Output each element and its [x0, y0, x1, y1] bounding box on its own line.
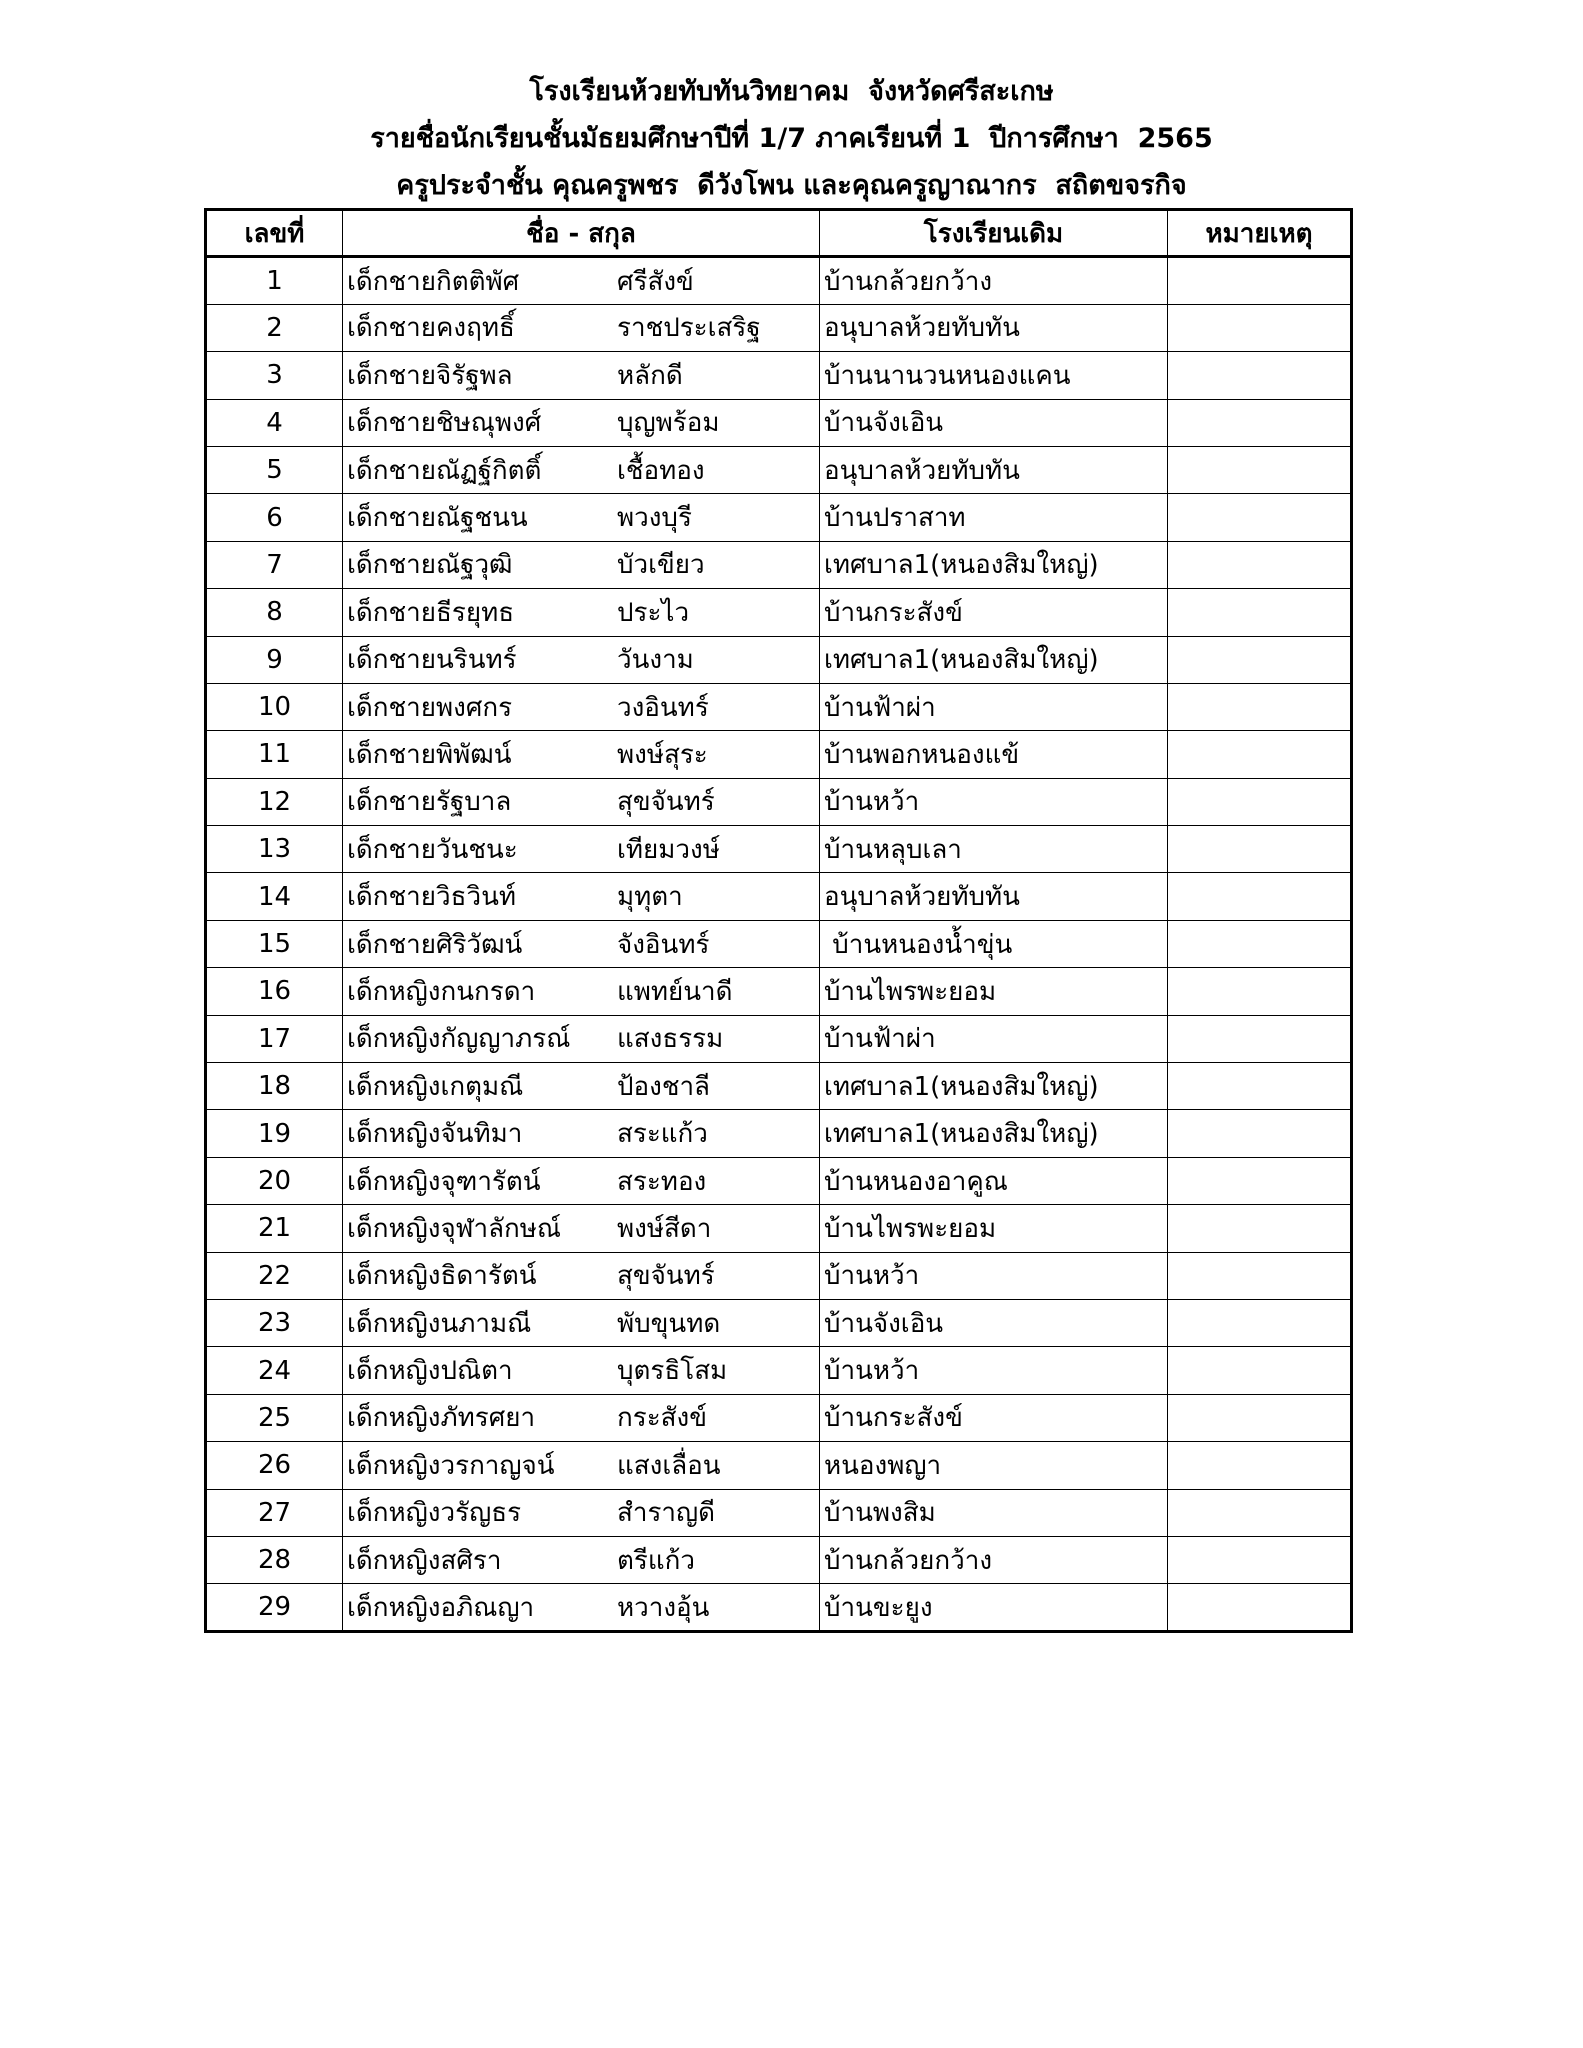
table-row — [206, 1584, 1352, 1631]
column-header-previous-school: โรงเรียนเดิม — [820, 210, 1168, 257]
student-name-cell — [343, 1015, 820, 1062]
student-number: 10 — [206, 683, 343, 730]
previous-school: อนุบาลห้วยทับทัน — [820, 873, 1168, 920]
table-row — [206, 1489, 1352, 1536]
student-last-name: วันงาม — [617, 645, 694, 676]
student-first-name: เด็กชายณัฐวุฒิ — [347, 550, 513, 581]
previous-school: บ้านฟ้าผ่า — [820, 683, 1168, 730]
student-first-name: เด็กชายธีรยุทธ — [347, 597, 515, 628]
remarks — [1168, 873, 1352, 920]
previous-school: บ้านหว้า — [820, 1252, 1168, 1299]
student-name-cell — [343, 1205, 820, 1252]
student-name-cell — [343, 778, 820, 825]
remarks — [1168, 352, 1352, 399]
student-last-name: บัวเขียว — [617, 550, 705, 581]
student-number: 3 — [206, 352, 343, 399]
student-last-name: หลักดี — [617, 360, 683, 391]
table-row — [206, 1252, 1352, 1299]
remarks — [1168, 1347, 1352, 1394]
student-name-cell — [343, 826, 820, 873]
student-last-name: ประไว — [617, 597, 690, 628]
school-title: โรงเรียนห้วยทับทันวิทยาคม จังหวัดศรีสะเกษ — [529, 76, 1054, 107]
previous-school: บ้านกระสังข์ — [820, 589, 1168, 636]
student-name-cell — [343, 1299, 820, 1346]
student-number: 6 — [206, 494, 343, 541]
student-name-cell — [343, 1347, 820, 1394]
student-first-name: เด็กหญิงธิดารัตน์ — [347, 1261, 537, 1292]
previous-school: หนองพญา — [820, 1442, 1168, 1489]
remarks — [1168, 257, 1352, 304]
student-first-name: เด็กชายจิรัฐพล — [347, 360, 513, 391]
student-number: 8 — [206, 589, 343, 636]
student-number: 25 — [206, 1394, 343, 1441]
table-row — [206, 352, 1352, 399]
student-last-name: ป้องชาลี — [617, 1071, 710, 1102]
table-row — [206, 1015, 1352, 1062]
column-header-name: ชื่อ - สกุล — [343, 210, 820, 257]
student-name-cell — [343, 873, 820, 920]
remarks — [1168, 1252, 1352, 1299]
table-row — [206, 1394, 1352, 1441]
remarks — [1168, 1299, 1352, 1346]
remarks — [1168, 1110, 1352, 1157]
previous-school: บ้านจังเอิน — [820, 1299, 1168, 1346]
table-row — [206, 1442, 1352, 1489]
student-name-cell — [343, 494, 820, 541]
table-row — [206, 1347, 1352, 1394]
student-name-cell — [343, 1063, 820, 1110]
student-number: 14 — [206, 873, 343, 920]
previous-school: เทศบาล1(หนองสิมใหญ่) — [820, 541, 1168, 588]
student-number: 27 — [206, 1489, 343, 1536]
student-name-cell — [343, 1110, 820, 1157]
student-last-name: เทียมวงษ์ — [617, 834, 720, 865]
table-row — [206, 968, 1352, 1015]
student-first-name: เด็กชายกิตติพัศ — [347, 266, 520, 297]
previous-school: บ้านนานวนหนองแคน — [820, 352, 1168, 399]
table-row — [206, 1110, 1352, 1157]
remarks — [1168, 1015, 1352, 1062]
previous-school: บ้านจังเอิน — [820, 399, 1168, 446]
student-number: 9 — [206, 636, 343, 683]
student-name-cell — [343, 731, 820, 778]
student-number: 29 — [206, 1584, 343, 1631]
student-first-name: เด็กหญิงเกตุมณี — [347, 1071, 524, 1102]
student-last-name: สุขจันทร์ — [617, 1261, 715, 1292]
student-number: 7 — [206, 541, 343, 588]
student-last-name: เชื้อทอง — [617, 455, 705, 486]
student-first-name: เด็กชายศิริวัฒน์ — [347, 929, 523, 960]
student-name-cell — [343, 920, 820, 967]
previous-school: บ้านกล้วยกว้าง — [820, 257, 1168, 304]
table-row — [206, 399, 1352, 446]
column-header-remarks: หมายเหตุ — [1168, 210, 1352, 257]
remarks — [1168, 731, 1352, 778]
column-header-number: เลขที่ — [206, 210, 343, 257]
student-last-name: พงษ์สุระ — [617, 739, 708, 770]
table-row — [206, 589, 1352, 636]
student-number: 22 — [206, 1252, 343, 1299]
previous-school: บ้านไพรพะยอม — [820, 1205, 1168, 1252]
student-name-cell — [343, 446, 820, 493]
student-first-name: เด็กหญิงนภามณี — [347, 1308, 532, 1339]
student-first-name: เด็กหญิงวรัญธร — [347, 1498, 522, 1529]
remarks — [1168, 1489, 1352, 1536]
previous-school: บ้านหว้า — [820, 1347, 1168, 1394]
remarks — [1168, 399, 1352, 446]
student-first-name: เด็กชายนรินทร์ — [347, 645, 517, 676]
remarks — [1168, 1205, 1352, 1252]
previous-school: เทศบาล1(หนองสิมใหญ่) — [820, 1063, 1168, 1110]
student-first-name: เด็กหญิงจุฬาลักษณ์ — [347, 1213, 562, 1244]
table-row — [206, 541, 1352, 588]
previous-school: บ้านขะยูง — [820, 1584, 1168, 1631]
student-last-name: สำราญดี — [617, 1498, 716, 1529]
student-first-name: เด็กชายพิพัฒน์ — [347, 739, 512, 770]
homeroom-teachers: ครูประจำชั้น คุณครูพชร ดีวังโพน และคุณครูญาณากร สถิตขจรกิจ — [396, 170, 1187, 201]
student-number: 17 — [206, 1015, 343, 1062]
remarks — [1168, 1442, 1352, 1489]
remarks — [1168, 920, 1352, 967]
student-number: 1 — [206, 257, 343, 304]
student-first-name: เด็กหญิงจุฑารัตน์ — [347, 1166, 541, 1197]
student-last-name: หวางอุ้น — [617, 1592, 710, 1623]
student-first-name: เด็กชายวิธวินท์ — [347, 882, 516, 913]
student-first-name: เด็กชายรัฐบาล — [347, 787, 512, 818]
remarks — [1168, 1536, 1352, 1583]
student-first-name: เด็กชายชิษณุพงศ์ — [347, 408, 542, 439]
student-last-name: กระสังข์ — [617, 1403, 708, 1434]
student-name-cell — [343, 352, 820, 399]
previous-school: บ้านหนองอาคูณ — [820, 1157, 1168, 1204]
table-row — [206, 494, 1352, 541]
previous-school: เทศบาล1(หนองสิมใหญ่) — [820, 1110, 1168, 1157]
student-number: 16 — [206, 968, 343, 1015]
student-last-name: แพทย์นาดี — [617, 976, 733, 1007]
previous-school: บ้านหว้า — [820, 778, 1168, 825]
student-number: 28 — [206, 1536, 343, 1583]
student-name-cell — [343, 1536, 820, 1583]
student-last-name: ราชประเสริฐ — [617, 313, 761, 344]
student-first-name: เด็กหญิงกัญญาภรณ์ — [347, 1024, 571, 1055]
student-first-name: เด็กหญิงวรกาญจน์ — [347, 1450, 555, 1481]
student-last-name: ตรีแก้ว — [617, 1545, 695, 1576]
student-first-name: เด็กหญิงจันทิมา — [347, 1119, 523, 1150]
student-first-name: เด็กชายคงฤทธิ์ — [347, 313, 515, 344]
student-number: 15 — [206, 920, 343, 967]
student-name-cell — [343, 968, 820, 1015]
remarks — [1168, 589, 1352, 636]
student-number: 11 — [206, 731, 343, 778]
remarks — [1168, 1157, 1352, 1204]
student-number: 19 — [206, 1110, 343, 1157]
student-last-name: สุขจันทร์ — [617, 787, 715, 818]
remarks — [1168, 778, 1352, 825]
remarks — [1168, 1063, 1352, 1110]
table-row — [206, 873, 1352, 920]
previous-school: บ้านไพรพะยอม — [820, 968, 1168, 1015]
student-name-cell — [343, 304, 820, 351]
remarks — [1168, 826, 1352, 873]
previous-school: บ้านพงสิม — [820, 1489, 1168, 1536]
previous-school: บ้านหนองน้ำขุ่น — [820, 920, 1168, 967]
student-number: 13 — [206, 826, 343, 873]
student-first-name: เด็กหญิงปณิตา — [347, 1356, 513, 1387]
class-list-title: รายชื่อนักเรียนชั้นมัธยมศึกษาปีที่ 1/7 ภาคเรียนที่ 1 ปีการศึกษา 2565 — [370, 123, 1213, 154]
student-number: 26 — [206, 1442, 343, 1489]
student-name-cell — [343, 683, 820, 730]
previous-school: บ้านพอกหนองแข้ — [820, 731, 1168, 778]
remarks — [1168, 636, 1352, 683]
previous-school: อนุบาลห้วยทับทัน — [820, 446, 1168, 493]
student-first-name: เด็กชายณัฏฐ์กิตติ์ — [347, 455, 542, 486]
student-last-name: มุทุตา — [617, 882, 683, 913]
remarks — [1168, 304, 1352, 351]
student-name-cell — [343, 1157, 820, 1204]
remarks — [1168, 1394, 1352, 1441]
student-last-name: วงอินทร์ — [617, 692, 709, 723]
table-row — [206, 1205, 1352, 1252]
remarks — [1168, 541, 1352, 588]
student-name-cell — [343, 1252, 820, 1299]
student-roster-table — [204, 208, 1353, 1633]
remarks — [1168, 446, 1352, 493]
table-row — [206, 1063, 1352, 1110]
table-row — [206, 826, 1352, 873]
student-name-cell — [343, 1442, 820, 1489]
remarks — [1168, 683, 1352, 730]
student-first-name: เด็กหญิงสศิรา — [347, 1545, 502, 1576]
student-number: 20 — [206, 1157, 343, 1204]
table-row — [206, 778, 1352, 825]
table-row — [206, 304, 1352, 351]
previous-school: บ้านหลุบเลา — [820, 826, 1168, 873]
student-name-cell — [343, 257, 820, 304]
previous-school: บ้านกระสังข์ — [820, 1394, 1168, 1441]
student-last-name: แสงเลื่อน — [617, 1450, 721, 1481]
student-name-cell — [343, 1394, 820, 1441]
student-first-name: เด็กชายพงศกร — [347, 692, 513, 723]
table-row — [206, 446, 1352, 493]
student-number: 18 — [206, 1063, 343, 1110]
remarks — [1168, 1584, 1352, 1631]
table-row — [206, 1536, 1352, 1583]
student-name-cell — [343, 589, 820, 636]
student-last-name: พับขุนทด — [617, 1308, 721, 1339]
student-first-name: เด็กหญิงภัทรศยา — [347, 1403, 536, 1434]
student-last-name: สระทอง — [617, 1166, 707, 1197]
table-row — [206, 1157, 1352, 1204]
student-number: 23 — [206, 1299, 343, 1346]
student-number: 4 — [206, 399, 343, 446]
student-number: 21 — [206, 1205, 343, 1252]
table-row — [206, 257, 1352, 304]
previous-school: อนุบาลห้วยทับทัน — [820, 304, 1168, 351]
student-name-cell — [343, 399, 820, 446]
previous-school: บ้านฟ้าผ่า — [820, 1015, 1168, 1062]
table-row — [206, 683, 1352, 730]
table-row — [206, 1299, 1352, 1346]
student-last-name: บุญพร้อม — [617, 408, 720, 439]
student-first-name: เด็กชายวันชนะ — [347, 834, 518, 865]
student-number: 5 — [206, 446, 343, 493]
student-name-cell — [343, 541, 820, 588]
student-first-name: เด็กหญิงกนกรดา — [347, 976, 536, 1007]
student-number: 12 — [206, 778, 343, 825]
student-last-name: บุตรธิโสม — [617, 1356, 728, 1387]
student-last-name: พงษ์สีดา — [617, 1213, 712, 1244]
student-name-cell — [343, 1584, 820, 1631]
table-row — [206, 636, 1352, 683]
student-last-name: จังอินทร์ — [617, 929, 710, 960]
student-number: 2 — [206, 304, 343, 351]
student-name-cell — [343, 1489, 820, 1536]
previous-school: เทศบาล1(หนองสิมใหญ่) — [820, 636, 1168, 683]
student-last-name: สระแก้ว — [617, 1119, 708, 1150]
student-first-name: เด็กหญิงอภิณญา — [347, 1592, 535, 1623]
student-name-cell — [343, 636, 820, 683]
table-row — [206, 920, 1352, 967]
remarks — [1168, 494, 1352, 541]
previous-school: บ้านกล้วยกว้าง — [820, 1536, 1168, 1583]
student-number: 24 — [206, 1347, 343, 1394]
table-row — [206, 731, 1352, 778]
student-first-name: เด็กชายณัฐชนน — [347, 503, 528, 534]
previous-school: บ้านปราสาท — [820, 494, 1168, 541]
table-body — [206, 257, 1352, 1631]
remarks — [1168, 968, 1352, 1015]
table-header-row — [206, 210, 1352, 257]
student-last-name: ศรีสังข์ — [617, 266, 694, 297]
document-header — [0, 68, 1583, 209]
student-last-name: แสงธรรม — [617, 1024, 724, 1055]
student-last-name: พวงบุรี — [617, 503, 692, 534]
